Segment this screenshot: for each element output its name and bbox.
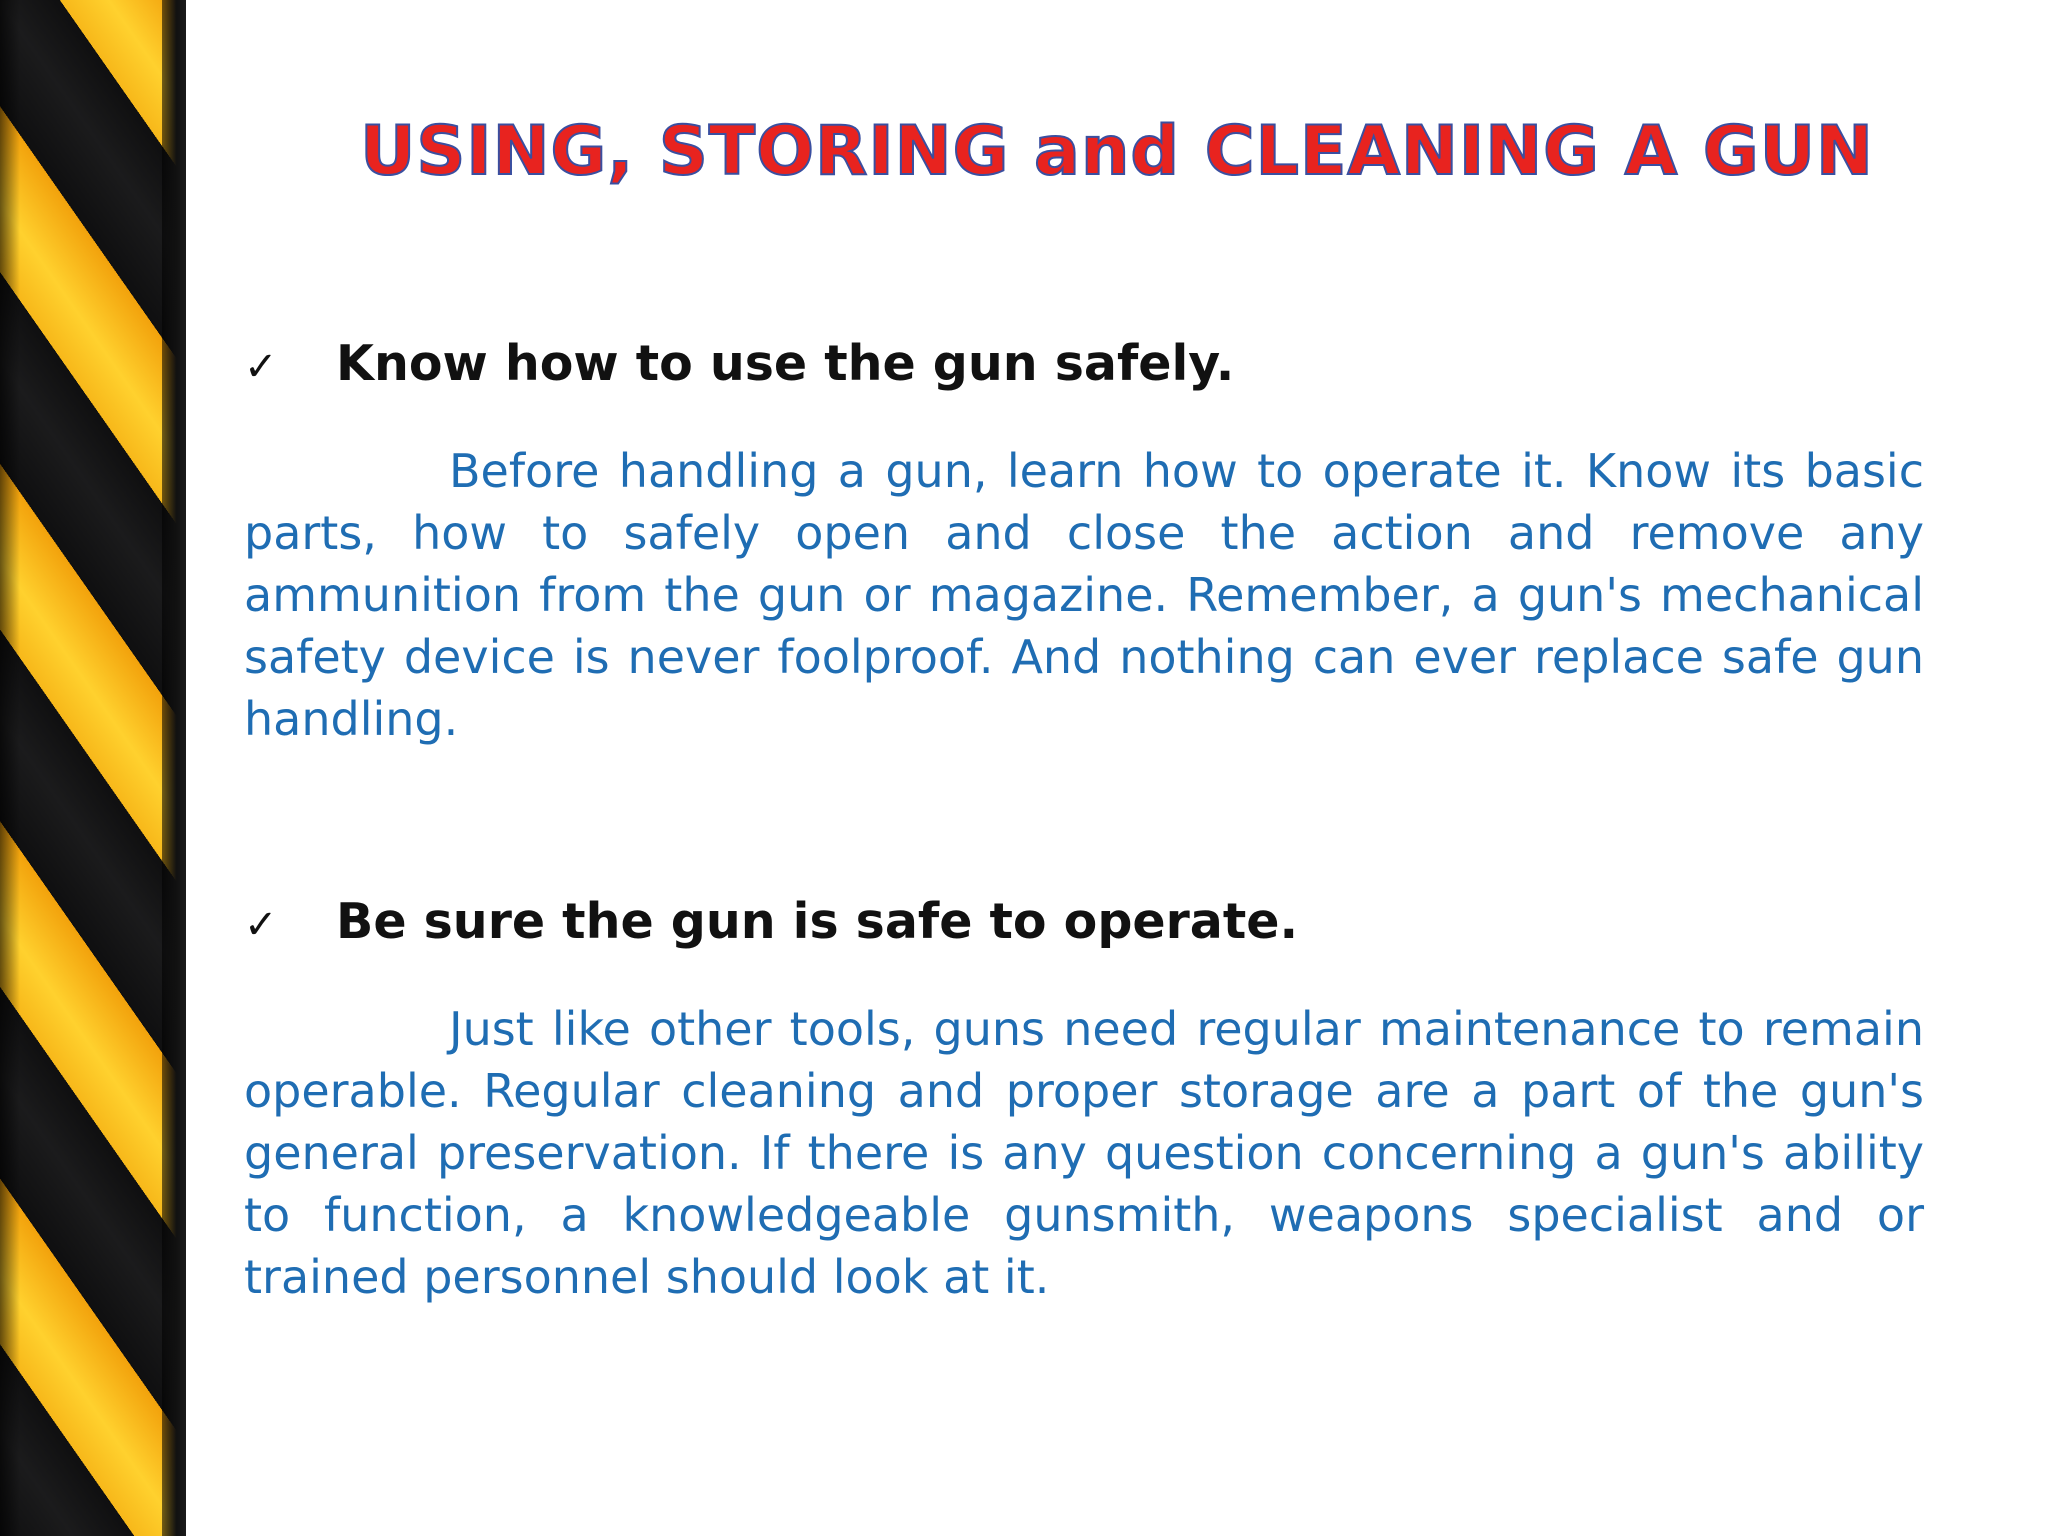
body-paragraph: Just like other tools, guns need regular maintenance to remain operable. Regular cleaning and proper storage are a part of the gun's general preservation. If there is any question concerning a gun's ability to function, a knowledgeable gunsmith, weapons specialist and or trained personnel should look at it. (244, 1002, 1924, 1304)
hazard-stripe-edge (162, 0, 186, 1536)
slide-title: USING, STORING and CLEANING A GUN (360, 112, 1874, 191)
bullet-item (244, 893, 1924, 950)
section-safe-to-operate (244, 893, 1924, 1308)
checkmark-icon: ✓ (244, 902, 278, 948)
body-paragraph: Before handling a gun, learn how to operate it. Know its basic parts, how to safely open and close the action and remove any ammunition from the gun or magazine. Remember, a gun's mechanical safety device is never foolproof. And nothing can ever replace safe gun handling. (244, 444, 1924, 746)
checkmark-icon: ✓ (244, 344, 278, 390)
section-use-safely (244, 335, 1924, 750)
bullet-heading: Be sure the gun is safe to operate. (336, 893, 1299, 950)
hazard-stripe-border (0, 0, 186, 1536)
bullet-heading: Know how to use the gun safely. (336, 335, 1235, 392)
bullet-item (244, 335, 1924, 392)
hazard-stripe-shade (0, 0, 20, 1536)
